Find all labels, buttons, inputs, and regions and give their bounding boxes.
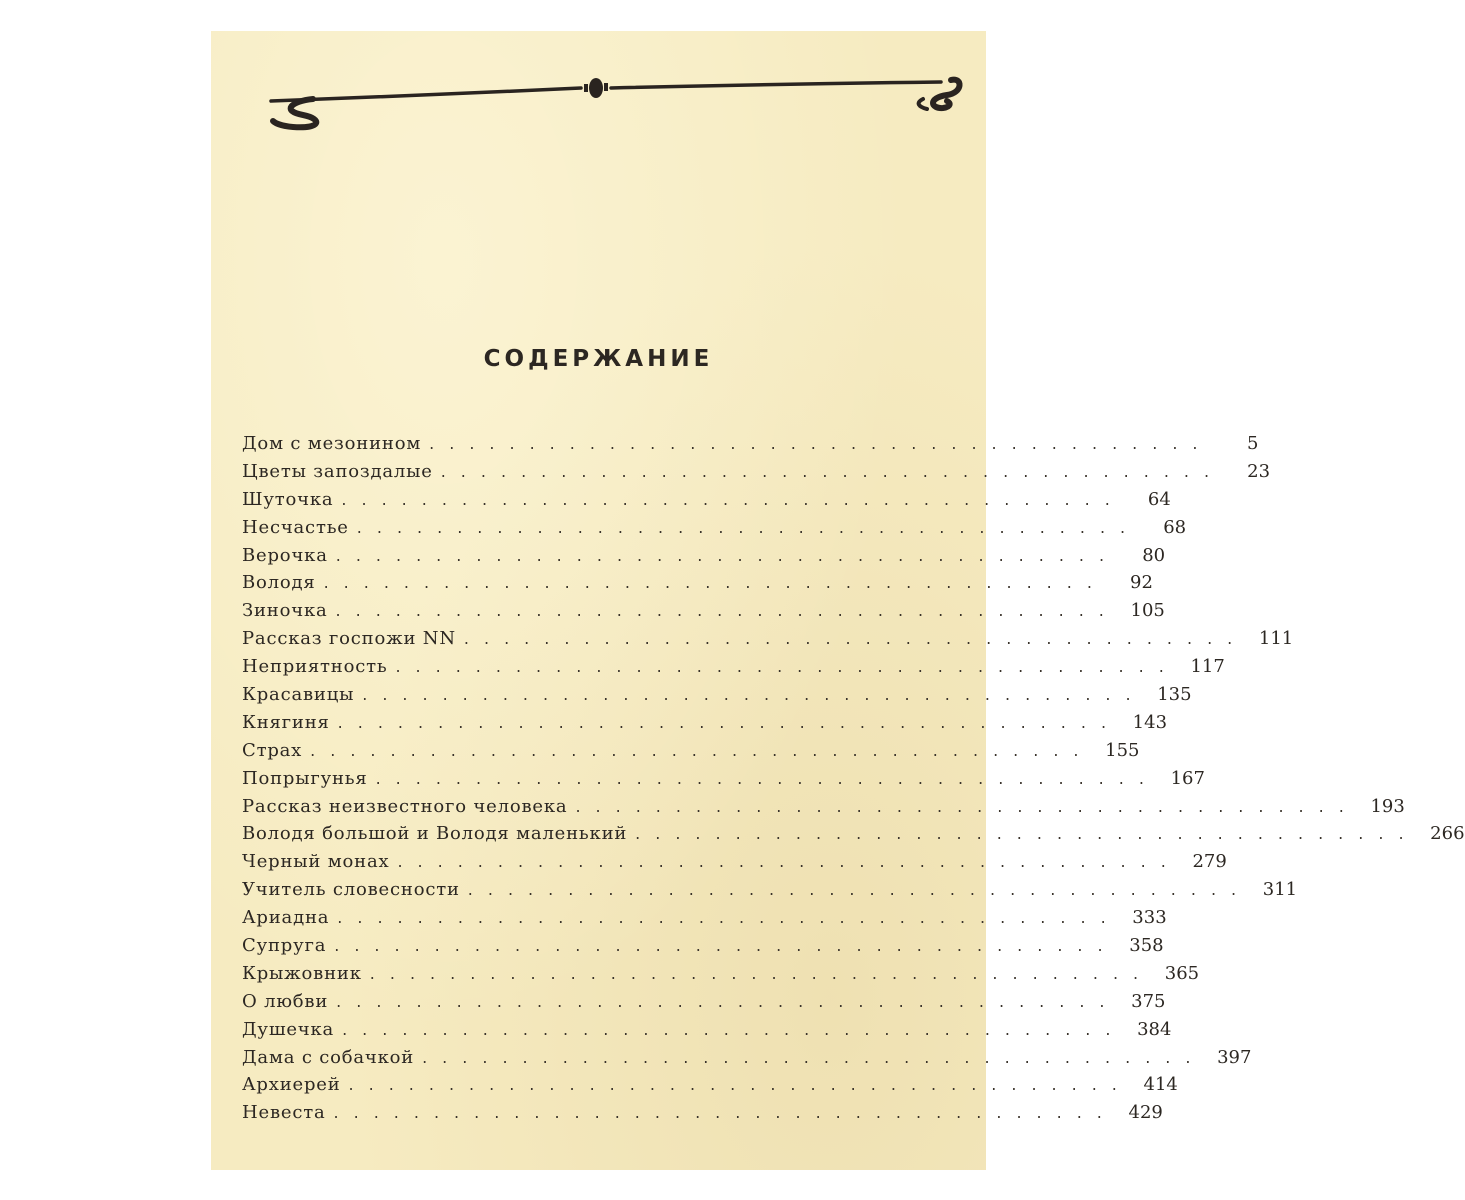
toc-entry bbox=[242, 962, 1200, 991]
toc-entry-title: Крыжовник bbox=[242, 962, 362, 984]
toc-entry-page-number: 23 bbox=[1247, 460, 1271, 482]
toc-entry-page-number: 414 bbox=[1143, 1074, 1178, 1096]
toc-entry-title: О любви bbox=[242, 990, 329, 1012]
toc-entry-title: Рассказ неизвестного человека bbox=[242, 795, 568, 817]
toc-entry bbox=[242, 600, 1165, 628]
toc-entry bbox=[242, 879, 1298, 907]
toc-entry-page-number: 5 bbox=[1247, 433, 1259, 454]
toc-entry bbox=[242, 935, 1164, 963]
toc-entry bbox=[242, 823, 1465, 851]
toc-entry-title: Цветы запоздалые bbox=[242, 460, 433, 482]
dot-leader: ....................................... bbox=[335, 601, 1119, 621]
toc-entry bbox=[242, 1018, 1172, 1047]
dot-leader: ....................................... bbox=[310, 740, 1094, 760]
dot-leader: ....................................... bbox=[341, 489, 1125, 509]
toc-entry-page-number: 143 bbox=[1132, 711, 1168, 733]
toc-entry-page-number: 135 bbox=[1157, 684, 1192, 706]
toc-entry-title: Душечка bbox=[242, 1018, 335, 1040]
toc-entry bbox=[242, 739, 1140, 768]
toc-entry-title: Архиерей bbox=[242, 1074, 341, 1096]
dot-leader: ....................................... bbox=[467, 880, 1252, 900]
toc-entry bbox=[242, 488, 1171, 517]
toc-entry-title: Верочка bbox=[242, 544, 328, 566]
dot-leader: ....................................... bbox=[348, 1075, 1132, 1095]
toc-entry-page-number: 193 bbox=[1370, 795, 1405, 817]
dot-leader: ....................................... bbox=[333, 1103, 1117, 1123]
toc-entry bbox=[242, 572, 1153, 600]
toc-entry-page-number: 117 bbox=[1190, 656, 1225, 678]
dot-leader: ....................................... bbox=[323, 573, 1107, 593]
dot-leader: ....................................... bbox=[395, 657, 1179, 677]
toc-entry-page-number: 92 bbox=[1130, 572, 1153, 594]
dot-leader: ....................................... bbox=[334, 936, 1118, 956]
toc-entry bbox=[242, 990, 1166, 1019]
toc-entry-title: Супруга bbox=[242, 935, 327, 957]
dot-leader: ....................................... bbox=[422, 1047, 1206, 1067]
toc-entry-page-number: 397 bbox=[1217, 1046, 1252, 1068]
toc-entry-page-number: 311 bbox=[1262, 879, 1298, 901]
toc-entry-page-number: 266 bbox=[1430, 823, 1465, 845]
toc-entry-title: Ариадна bbox=[242, 907, 330, 929]
toc-entry-page-number: 68 bbox=[1163, 516, 1187, 538]
dot-leader: ....................................... bbox=[463, 629, 1248, 649]
toc-entry-title: Черный монах bbox=[242, 851, 390, 873]
toc-entry-title: Попрыгунья bbox=[242, 767, 368, 789]
dot-leader: ....................................... bbox=[375, 768, 1159, 788]
toc-entry bbox=[242, 544, 1166, 573]
toc-entry bbox=[242, 684, 1192, 712]
toc-entry-title: Зиночка bbox=[242, 600, 328, 622]
toc-entry-page-number: 167 bbox=[1170, 767, 1205, 789]
toc-entry-page-number: 64 bbox=[1147, 488, 1171, 510]
table-of-contents bbox=[242, 433, 1465, 1130]
toc-entry-page-number: 80 bbox=[1142, 544, 1166, 566]
toc-entry-title: Несчастье bbox=[242, 516, 349, 538]
toc-entry-page-number: 365 bbox=[1164, 962, 1200, 984]
dot-leader: ....................................... bbox=[336, 991, 1120, 1011]
toc-entry bbox=[242, 1102, 1163, 1130]
dot-leader: ....................................... bbox=[429, 434, 1213, 453]
toc-entry-title: Володя большой и Володя маленький bbox=[242, 823, 628, 845]
page-title: СОДЕРЖАНИЕ bbox=[483, 346, 714, 372]
toc-entry-page-number: 375 bbox=[1131, 990, 1166, 1012]
toc-entry-page-number: 333 bbox=[1132, 907, 1167, 929]
dot-leader: ....................................... bbox=[337, 712, 1122, 732]
dot-leader: ....................................... bbox=[440, 461, 1225, 481]
toc-entry-page-number: 111 bbox=[1258, 628, 1294, 650]
toc-entry-title: Шуточка bbox=[242, 488, 334, 510]
book-page bbox=[211, 31, 1465, 1170]
toc-entry bbox=[242, 907, 1167, 935]
toc-entry bbox=[242, 851, 1227, 879]
dot-leader: ....................................... bbox=[397, 852, 1181, 872]
toc-entry-title: Учитель словесности bbox=[242, 879, 460, 901]
toc-entry bbox=[242, 656, 1225, 684]
toc-entry-title: Володя bbox=[242, 572, 316, 594]
toc-entry bbox=[242, 767, 1205, 796]
toc-entry-title: Красавицы bbox=[242, 684, 355, 706]
toc-entry bbox=[242, 1074, 1178, 1102]
toc-entry-title: Дом с мезонином bbox=[242, 433, 422, 454]
toc-entry-page-number: 384 bbox=[1137, 1018, 1172, 1040]
dot-leader: ....................................... bbox=[335, 545, 1120, 565]
dot-leader: ....................................... bbox=[575, 796, 1359, 816]
toc-entry-title: Неприятность bbox=[242, 656, 388, 678]
toc-entry-title: Страх bbox=[242, 739, 303, 761]
toc-entry bbox=[242, 711, 1168, 740]
dot-leader: ....................................... bbox=[635, 824, 1419, 844]
toc-entry bbox=[242, 516, 1187, 545]
toc-entry-page-number: 429 bbox=[1128, 1102, 1163, 1124]
decorative-scroll-rule-icon bbox=[251, 51, 951, 131]
toc-entry-title: Рассказ госпожи NN bbox=[242, 628, 456, 650]
dot-leader: ....................................... bbox=[362, 685, 1146, 705]
toc-entry bbox=[242, 460, 1271, 489]
dot-leader: ....................................... bbox=[356, 517, 1141, 537]
toc-entry bbox=[242, 433, 1259, 461]
toc-entry bbox=[242, 795, 1405, 824]
toc-entry-title: Дама с собачкой bbox=[242, 1046, 415, 1068]
toc-entry-title: Княгиня bbox=[242, 711, 330, 733]
dot-leader: ....................................... bbox=[337, 908, 1121, 928]
toc-entry bbox=[242, 628, 1294, 656]
dot-leader: ....................................... bbox=[369, 963, 1154, 983]
toc-entry-page-number: 155 bbox=[1105, 739, 1140, 761]
toc-entry-title: Невеста bbox=[242, 1102, 326, 1124]
toc-entry-page-number: 358 bbox=[1129, 935, 1164, 957]
toc-entry bbox=[242, 1046, 1252, 1075]
toc-entry-page-number: 105 bbox=[1130, 600, 1165, 622]
toc-entry-page-number: 279 bbox=[1192, 851, 1227, 873]
dot-leader: ....................................... bbox=[342, 1019, 1126, 1039]
